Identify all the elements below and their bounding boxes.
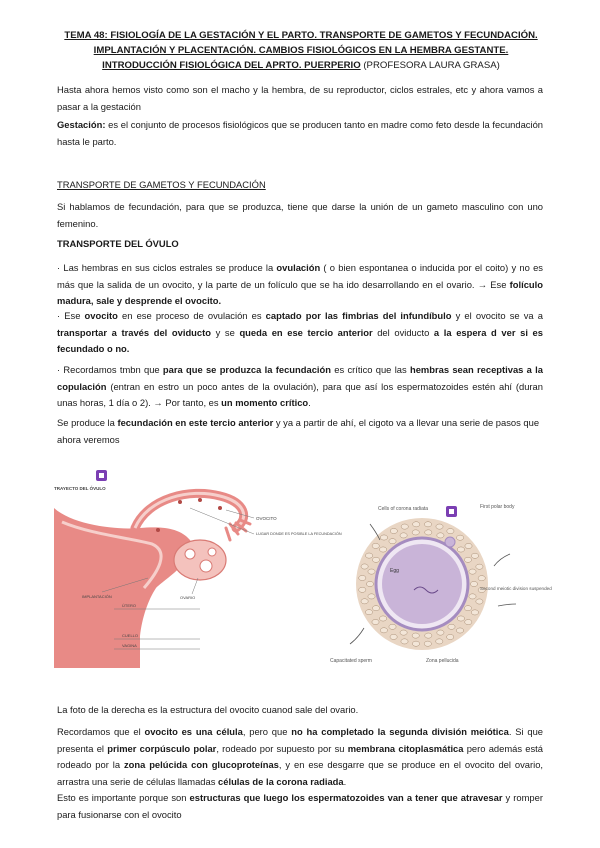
corona-cell xyxy=(380,535,387,540)
corona-cell xyxy=(464,557,471,562)
label-vagina: VAGINA xyxy=(122,643,137,648)
text-run: en ese proceso de ovulación es xyxy=(117,310,266,321)
text-run-bold: primer corpúsculo polar xyxy=(107,742,217,754)
corona-cell xyxy=(470,581,477,586)
oocyte-dot xyxy=(178,500,182,504)
text-run: . xyxy=(343,776,347,788)
text-run: · Ese xyxy=(57,310,85,321)
corona-cell xyxy=(401,639,408,644)
corona-cell xyxy=(389,539,396,544)
corona-cell xyxy=(380,628,387,633)
label-egg: Egg xyxy=(390,568,399,574)
follicle-shape xyxy=(185,549,195,559)
subsection-heading xyxy=(57,236,543,253)
text-run: y ya a partir de ahí, el cigoto va a llevar una serie de pasos que ahora veremos xyxy=(57,417,540,445)
label-first-polar: First polar body xyxy=(480,504,515,510)
label-corona: Cells of corona radiata xyxy=(378,506,429,512)
oocyte-dot xyxy=(156,528,160,532)
corona-cell xyxy=(437,533,444,538)
page-title xyxy=(60,28,542,73)
text-run-bold: zona pelúcida con glucoproteínas xyxy=(123,759,279,771)
gestacion-text: es el conjunto de procesos fisiológicos que se producen tanto en madre como feto desde la fecundación hasta le parto. xyxy=(57,119,543,147)
closing-paragraph-2 xyxy=(57,724,543,791)
figure-ovocito xyxy=(330,494,552,669)
corona-cell xyxy=(424,641,431,646)
text-run-bold: para que se produzca la fecundación xyxy=(162,364,331,375)
section-intro-text: Si hablamos de fecundación, para que se produzca, tiene que darse la unión de un gameto masculino con uno femenino. xyxy=(57,201,543,229)
intro-paragraph xyxy=(57,82,543,115)
closing-text-1: La foto de la derecha es la estructura del ovocito cuanod sale del ovario. xyxy=(57,704,359,715)
corona-cell xyxy=(476,564,483,569)
corona-cell xyxy=(372,619,379,624)
follicle-shape xyxy=(200,560,212,572)
figure-title: TRAYECTO DEL ÓVULO xyxy=(54,486,106,491)
text-run: es crítico que las xyxy=(330,364,410,375)
corona-cell xyxy=(368,569,375,574)
corona-cell xyxy=(424,522,431,527)
text-run: pero además está rodeado por la xyxy=(57,742,544,771)
corona-cell xyxy=(471,610,478,615)
text-run-bold: hembras sean receptivas a la copulación xyxy=(57,364,543,392)
text-run: y el ovocito se va a xyxy=(451,310,543,321)
text-run: . Si que presenta el xyxy=(57,726,543,754)
corona-cell xyxy=(372,557,379,562)
corona-cell xyxy=(425,633,432,638)
label-line xyxy=(192,578,198,594)
corona-cell xyxy=(436,524,443,529)
text-run-bold: captado por las fimbrias del infundíbulo xyxy=(265,310,452,321)
corona-cell xyxy=(412,530,419,535)
corona-cell xyxy=(390,634,397,639)
label-zona: Zona pellucida xyxy=(426,658,459,664)
corona-cell xyxy=(390,528,397,533)
text-run: , y en ese desgarre que se produce en el ovocito del ovario, arrastra una serie de células llamadas xyxy=(57,759,544,788)
section-heading xyxy=(57,177,543,194)
text-run: ( o bien espontanea o inducida por el coito) y no es más que la salida de un ovocito, y la parte de un folículo que se ha ido desarrollando en el ovario. → Ese xyxy=(57,262,543,290)
corona-cell xyxy=(372,606,379,611)
text-run: Se produce la xyxy=(57,417,118,428)
oocyte-dot xyxy=(218,506,222,510)
ovary-shape xyxy=(174,540,226,580)
corona-cell xyxy=(478,576,485,581)
bullet-ovulacion xyxy=(57,260,543,310)
corona-cell xyxy=(359,575,366,580)
text-run: , pero que xyxy=(242,726,292,737)
corona-cell xyxy=(476,599,483,604)
corona-cell xyxy=(372,543,379,548)
label-utero: ÚTERO xyxy=(122,603,136,608)
corona-cell xyxy=(456,628,463,633)
title-teacher: (PROFESORA LAURA GRASA) xyxy=(363,60,500,71)
corona-cell xyxy=(412,633,419,638)
corona-cell xyxy=(380,616,387,621)
text-run-bold: un momento crítico xyxy=(221,397,309,409)
corona-cell xyxy=(447,634,454,639)
corona-cell xyxy=(447,529,454,534)
corona-cell xyxy=(457,547,464,552)
corona-cell xyxy=(400,533,407,538)
corona-cell xyxy=(365,610,372,615)
closing-paragraph-3 xyxy=(57,790,543,823)
corona-cell xyxy=(361,599,368,604)
text-run-bold: estructuras que luego los espermatozoides van a tener que atravesar xyxy=(189,792,503,803)
oocyte-dot xyxy=(198,498,202,502)
text-run: · Las hembras en sus ciclos estrales se produce la xyxy=(57,262,277,273)
follicle-shape xyxy=(208,548,216,556)
label-implantacion: IMPLANTACIÓN xyxy=(82,594,112,599)
text-run-bold: folículo madura, sale y desprende el ovocito. xyxy=(57,278,543,307)
corona-cell xyxy=(437,630,444,635)
corona-cell xyxy=(359,587,366,592)
corona-cell xyxy=(361,564,368,569)
figure-trayecto-ovulo xyxy=(40,468,342,668)
bullet-receptividad xyxy=(57,362,543,412)
text-run-bold: queda en ese tercio anterior xyxy=(239,326,373,338)
corona-cell xyxy=(448,624,455,629)
label-fecundacion-text: LUGAR DONDE ES POSIBLE LA FECUNDACIÓN xyxy=(256,532,342,536)
text-run-bold: ovocito xyxy=(84,310,118,321)
text-run: , rodeado por supuesto por su xyxy=(216,742,348,754)
section-intro-paragraph xyxy=(57,199,543,232)
text-run-bold: membrana citoplasmática xyxy=(347,742,464,754)
text-run: y romper para fusionarse con el ovocito xyxy=(57,792,543,820)
section-heading-text: TRANSPORTE DE GAMETOS Y FECUNDACIÓN xyxy=(57,179,266,190)
corona-cell xyxy=(400,630,407,635)
text-run-bold: no ha completado la segunda división meiótica xyxy=(291,726,509,737)
corona-cell xyxy=(469,569,476,574)
corona-cell xyxy=(436,639,443,644)
corona-cell xyxy=(366,553,373,558)
corona-cell xyxy=(401,524,408,529)
title-text: TEMA 48: FISIOLOGÍA DE LA GESTACIÓN Y EL PARTO. TRANSPORTE DE GAMETOS Y FECUNDACIÓN. IMPLANTACIÓN Y PLACENTACIÓN. CAMBIOS FISIOLÓGICOS EN LA HEMBRA GESTANTE. INTRODUCCIÓN FISIOLÓGICA DEL APRTO. PUERPERIO xyxy=(64,30,538,71)
corona-cell xyxy=(465,620,472,625)
intro-text: Hasta ahora hemos visto como son el macho y la hembra, de su reproductor, ciclos estrales, etc y ahora vamos a pasar a la gestación xyxy=(57,84,543,112)
text-run: . xyxy=(308,397,311,409)
text-run-bold: células de la corona radiada xyxy=(218,776,344,788)
text-run: (entran en estro un poco antes de la ovulación), para que así los espermatozoides estén ahí (duran unas horas, 1 día o 2). → Por tanto, es xyxy=(57,380,543,409)
label-capacitated: Capacitated sperm xyxy=(330,658,372,664)
corona-cell xyxy=(366,581,373,586)
corona-cell xyxy=(457,616,464,621)
corona-cell xyxy=(465,543,472,548)
label-ovario: OVARIO xyxy=(180,595,196,600)
subsection-heading-text: TRANSPORTE DEL ÓVULO xyxy=(57,238,179,249)
label-ovocito: OVOCITO xyxy=(256,516,277,521)
text-run: y se xyxy=(210,326,240,338)
text-run: del oviducto xyxy=(372,326,434,338)
fecundacion-paragraph xyxy=(57,415,543,448)
corona-cell xyxy=(389,624,396,629)
closing-paragraph-1 xyxy=(57,702,543,719)
text-run-bold: ovulación xyxy=(276,262,321,273)
corona-cell xyxy=(469,594,476,599)
text-run-bold: ovocito es una célula xyxy=(144,726,243,737)
corona-cell xyxy=(412,641,419,646)
text-run: Recordamos que el xyxy=(57,726,145,737)
corona-cell xyxy=(471,553,478,558)
text-run-bold: transportar a través del oviducto xyxy=(57,326,211,338)
gestacion-term: Gestación: xyxy=(57,119,106,130)
badge-icon-inner xyxy=(449,509,454,514)
label-second: Second meiotic division suspended xyxy=(480,586,552,591)
egg-shape xyxy=(382,544,462,624)
bullet-ovocito xyxy=(57,308,543,358)
reproductive-tract-illustration xyxy=(40,468,342,668)
corona-cell xyxy=(457,535,464,540)
oocyte-illustration xyxy=(330,494,552,669)
corona-cell xyxy=(425,530,432,535)
badge-icon-inner xyxy=(99,473,104,478)
corona-cell xyxy=(368,594,375,599)
text-run: · Recordamos tmbn que xyxy=(57,364,163,375)
gestacion-paragraph xyxy=(57,117,543,150)
text-run-bold: a la espera d ver si es fecundado o no. xyxy=(57,326,543,355)
text-run-bold: fecundación en este tercio anterior xyxy=(117,417,274,428)
text-run: Esto es importante porque son xyxy=(57,792,190,803)
corona-cell xyxy=(380,547,387,552)
polar-body-shape xyxy=(445,537,455,547)
corona-cell xyxy=(413,522,420,527)
corona-cell xyxy=(464,606,471,611)
label-cuello: CUELLO xyxy=(122,633,139,638)
